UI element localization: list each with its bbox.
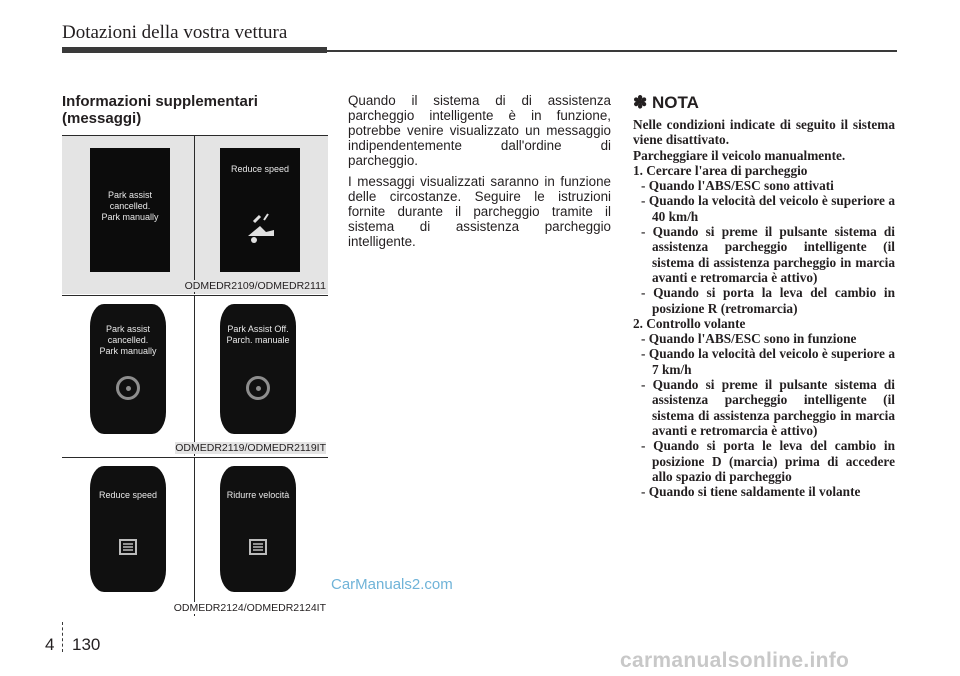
display-line: Park manually bbox=[101, 212, 159, 222]
figure-divider bbox=[194, 458, 195, 616]
nota-list-item: - Quando si porta la leva del cambio in posizione R (retromarcia) bbox=[641, 285, 895, 316]
watermark-text: CarManuals2.com bbox=[331, 576, 453, 593]
steering-wheel-icon bbox=[246, 376, 270, 400]
nota-body bbox=[633, 117, 895, 499]
paragraph: I messaggi visualizzati saranno in funzione delle circostanze. Seguire le istruzioni fornite durante il parcheggio tramite il sistema di assistenza parcheggio intelligente. bbox=[348, 174, 611, 249]
header-rule bbox=[62, 50, 897, 52]
section-body bbox=[348, 93, 611, 255]
display-line: Park assist bbox=[107, 190, 152, 200]
nota-list-item: - Quando l'ABS/ESC sono attivati bbox=[641, 178, 834, 194]
display-line: Park manually bbox=[99, 346, 157, 356]
figure-1 bbox=[62, 136, 328, 294]
display-park-assist-off bbox=[220, 304, 296, 434]
display-line: Parch. manuale bbox=[226, 335, 290, 345]
figure-code: ODMEDR2119/ODMEDR2119IT bbox=[175, 442, 326, 454]
page-number: 130 bbox=[72, 635, 101, 654]
chapter-number: 4 bbox=[45, 635, 55, 654]
section-heading: Informazioni supplementari (messaggi) bbox=[62, 93, 258, 127]
display-line: Ridurre velocità bbox=[226, 490, 290, 500]
nota-list-item: - Quando si preme il pulsante sistema di assistenza parcheggio intelligente (il sistema di assistenza parcheggio in marcia avanti e retromarcia è attivo) bbox=[641, 224, 895, 285]
display-line: Reduce speed bbox=[230, 164, 290, 174]
figure-divider bbox=[194, 296, 195, 456]
display-line: cancelled. bbox=[109, 201, 151, 211]
display-line: Reduce speed bbox=[98, 490, 158, 500]
nota-list-item: - Quando si preme il pulsante sistema di assistenza parcheggio intelligente (il sistema di assistenza parcheggio in marcia avanti e retromarcia è attivo) bbox=[641, 377, 895, 438]
display-line: Park Assist Off. bbox=[227, 324, 289, 334]
figure-2 bbox=[62, 296, 328, 456]
brake-pedal-icon bbox=[114, 536, 142, 560]
display-reduce-speed bbox=[90, 466, 166, 592]
display-park-assist-cancelled bbox=[90, 148, 170, 272]
nota-list-item: - Quando la velocità del veicolo è superiore a 7 km/h bbox=[641, 346, 895, 377]
nota-line: Nelle condizioni indicate di seguito il sistema viene disattivato. bbox=[633, 117, 895, 148]
display-line: cancelled. bbox=[107, 335, 149, 345]
display-line: Park assist bbox=[105, 324, 150, 334]
nota-title: ✽ NOTA bbox=[633, 93, 699, 112]
display-park-assist-cancelled bbox=[90, 304, 166, 434]
nota-line: 1. Cercare l'area di parcheggio bbox=[633, 162, 808, 178]
figure-divider bbox=[194, 136, 195, 294]
page-header-title: Dotazioni della vostra vettura bbox=[62, 22, 288, 43]
nota-list-item: - Quando la velocità del veicolo è superiore a 40 km/h bbox=[641, 193, 895, 224]
steering-wheel-icon bbox=[116, 376, 140, 400]
nota-line: Parcheggiare il veicolo manualmente. bbox=[633, 147, 846, 163]
paragraph: Quando il sistema di di assistenza parcheggio intelligente è in funzione, potrebbe venire visualizzato un messaggio indipendentemente dall'ordine di parcheggio. bbox=[348, 93, 611, 168]
display-reduce-speed bbox=[220, 148, 300, 272]
figure-code: ODMEDR2124/ODMEDR2124IT bbox=[173, 602, 326, 614]
footer-watermark: carmanualsonline.info bbox=[620, 649, 850, 672]
nota-line: 2. Controllo volante bbox=[633, 315, 746, 331]
figure-3 bbox=[62, 458, 328, 616]
figure-code: ODMEDR2109/ODMEDR2111 bbox=[184, 280, 326, 292]
nota-list-item: - Quando l'ABS/ESC sono in funzione bbox=[641, 331, 857, 347]
nota-list-item: - Quando si porta le leva del cambio in posizione D (marcia) prima di accedere allo spazio di parcheggio bbox=[641, 438, 895, 484]
brake-pedal-icon bbox=[244, 212, 278, 246]
nota-list-item: - Quando si tiene saldamente il volante bbox=[641, 484, 861, 500]
display-ridurre-velocita bbox=[220, 466, 296, 592]
footer-divider bbox=[62, 622, 64, 652]
brake-pedal-icon bbox=[244, 536, 272, 560]
